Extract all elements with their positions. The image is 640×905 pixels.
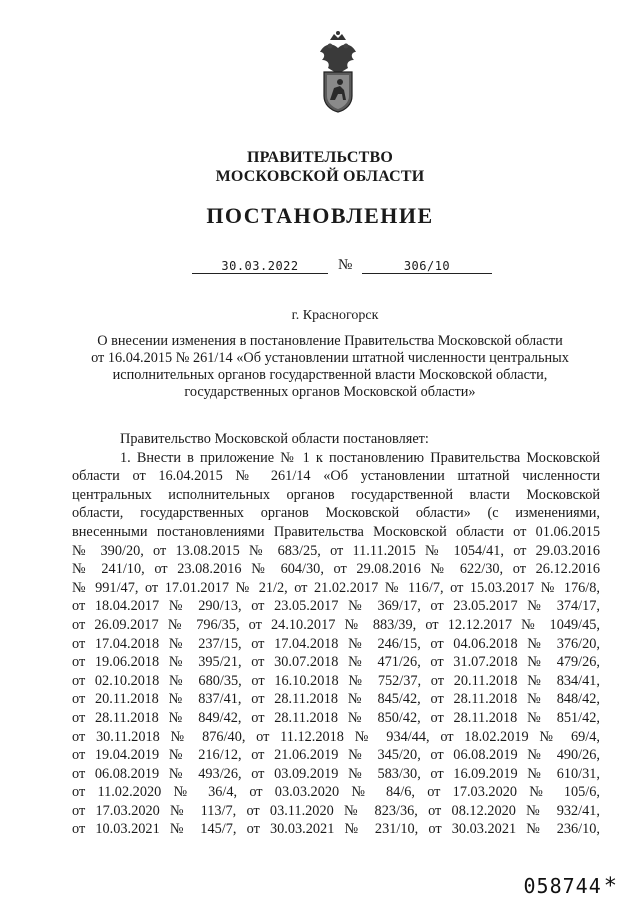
subject-line: от 16.04.2015 № 261/14 «Об установлении штатной численности центральных (91, 350, 569, 366)
org-line-2: МОСКОВСКОЙ ОБЛАСТИ (215, 168, 425, 185)
subject-line: исполнительных органов государственной власти Московской области, (112, 367, 548, 383)
body-line: от 06.08.2019 № 493/26, от 03.09.2019 № 583/30, от 16.09.2019 № 610/31, (72, 765, 600, 782)
org-line-1: ПРАВИТЕЛЬСТВО (246, 149, 394, 166)
number-sign: № (338, 257, 353, 273)
body-line: области, государственных органов Московской области» (с изменениями, (72, 505, 600, 522)
body-line: области от 16.04.2015 № 261/14 «Об установлении штатной численности (72, 468, 600, 485)
body-line: № 241/10, от 23.08.2016 № 604/30, от 29.08.2016 № 622/30, от 26.12.2016 (72, 561, 600, 578)
registration-line (192, 255, 492, 277)
subject-line: государственных органов Московской области» (184, 384, 476, 400)
body-line: № 991/47, от 17.01.2017 № 21/2, от 21.02.2017 № 116/7, от 15.03.2017 № 176/8, (72, 579, 600, 596)
body-line: 1. Внести в приложение № 1 к постановлению Правительства Московской (120, 449, 600, 466)
serial-stamp (524, 874, 619, 899)
body-intro: Правительство Московской области постановляет: (120, 431, 429, 447)
subject-line: О внесении изменения в постановление Правительства Московской области (97, 333, 563, 349)
coat-of-arms-icon (316, 30, 360, 114)
body-line: от 17.03.2020 № 113/7, от 03.11.2020 № 823/36, от 08.12.2020 № 932/41, (72, 802, 600, 819)
body-line: от 02.10.2018 № 680/35, от 16.10.2018 № 752/37, от 20.11.2018 № 834/41, (72, 672, 600, 689)
body-line: от 26.09.2017 № 796/35, от 24.10.2017 № 883/39, от 12.12.2017 № 1049/45, (72, 616, 600, 633)
document-body (72, 430, 600, 839)
body-line: от 10.03.2021 № 145/7, от 30.03.2021 № 231/10, от 30.03.2021 № 236/10, (72, 821, 600, 838)
body-line: от 28.11.2018 № 849/42, от 28.11.2018 № 850/42, от 28.11.2018 № 851/42, (72, 709, 600, 726)
body-line: от 18.04.2017 № 290/13, от 23.05.2017 № 369/17, от 23.05.2017 № 374/17, (72, 598, 600, 615)
organization-name (0, 148, 640, 186)
body-line: от 30.11.2018 № 876/40, от 11.12.2018 № 934/44, от 18.02.2019 № 69/4, (72, 728, 600, 745)
asterisk-mark: * (603, 874, 618, 899)
body-line: центральных исполнительных органов государственной власти Московской (72, 486, 600, 503)
body-line: от 11.02.2020 № 36/4, от 03.03.2020 № 84/6, от 17.03.2020 № 105/6, (72, 784, 600, 801)
document-date: 30.03.2022 (192, 259, 328, 274)
document-subject (60, 333, 600, 401)
document-type: ПОСТАНОВЛЕНИЕ (206, 203, 434, 228)
body-line: от 19.04.2019 № 216/12, от 21.06.2019 № 345/20, от 06.08.2019 № 490/26, (72, 747, 600, 764)
document-number: 306/10 (362, 259, 492, 274)
body-line: внесенными постановлениями Правительства Московской области от 01.06.2015 (72, 523, 600, 540)
serial-number: 058744 (523, 874, 602, 898)
city: г. Красногорск (291, 308, 379, 323)
body-line: от 19.06.2018 № 395/21, от 30.07.2018 № 471/26, от 31.07.2018 № 479/26, (72, 654, 600, 671)
body-line: № 390/20, от 13.08.2015 № 683/25, от 11.11.2015 № 1054/41, от 29.03.2016 (72, 542, 600, 559)
body-line: от 20.11.2018 № 837/41, от 28.11.2018 № 845/42, от 28.11.2018 № 848/42, (72, 691, 600, 708)
body-line: от 17.04.2018 № 237/15, от 17.04.2018 № 246/15, от 04.06.2018 № 376/20, (72, 635, 600, 652)
